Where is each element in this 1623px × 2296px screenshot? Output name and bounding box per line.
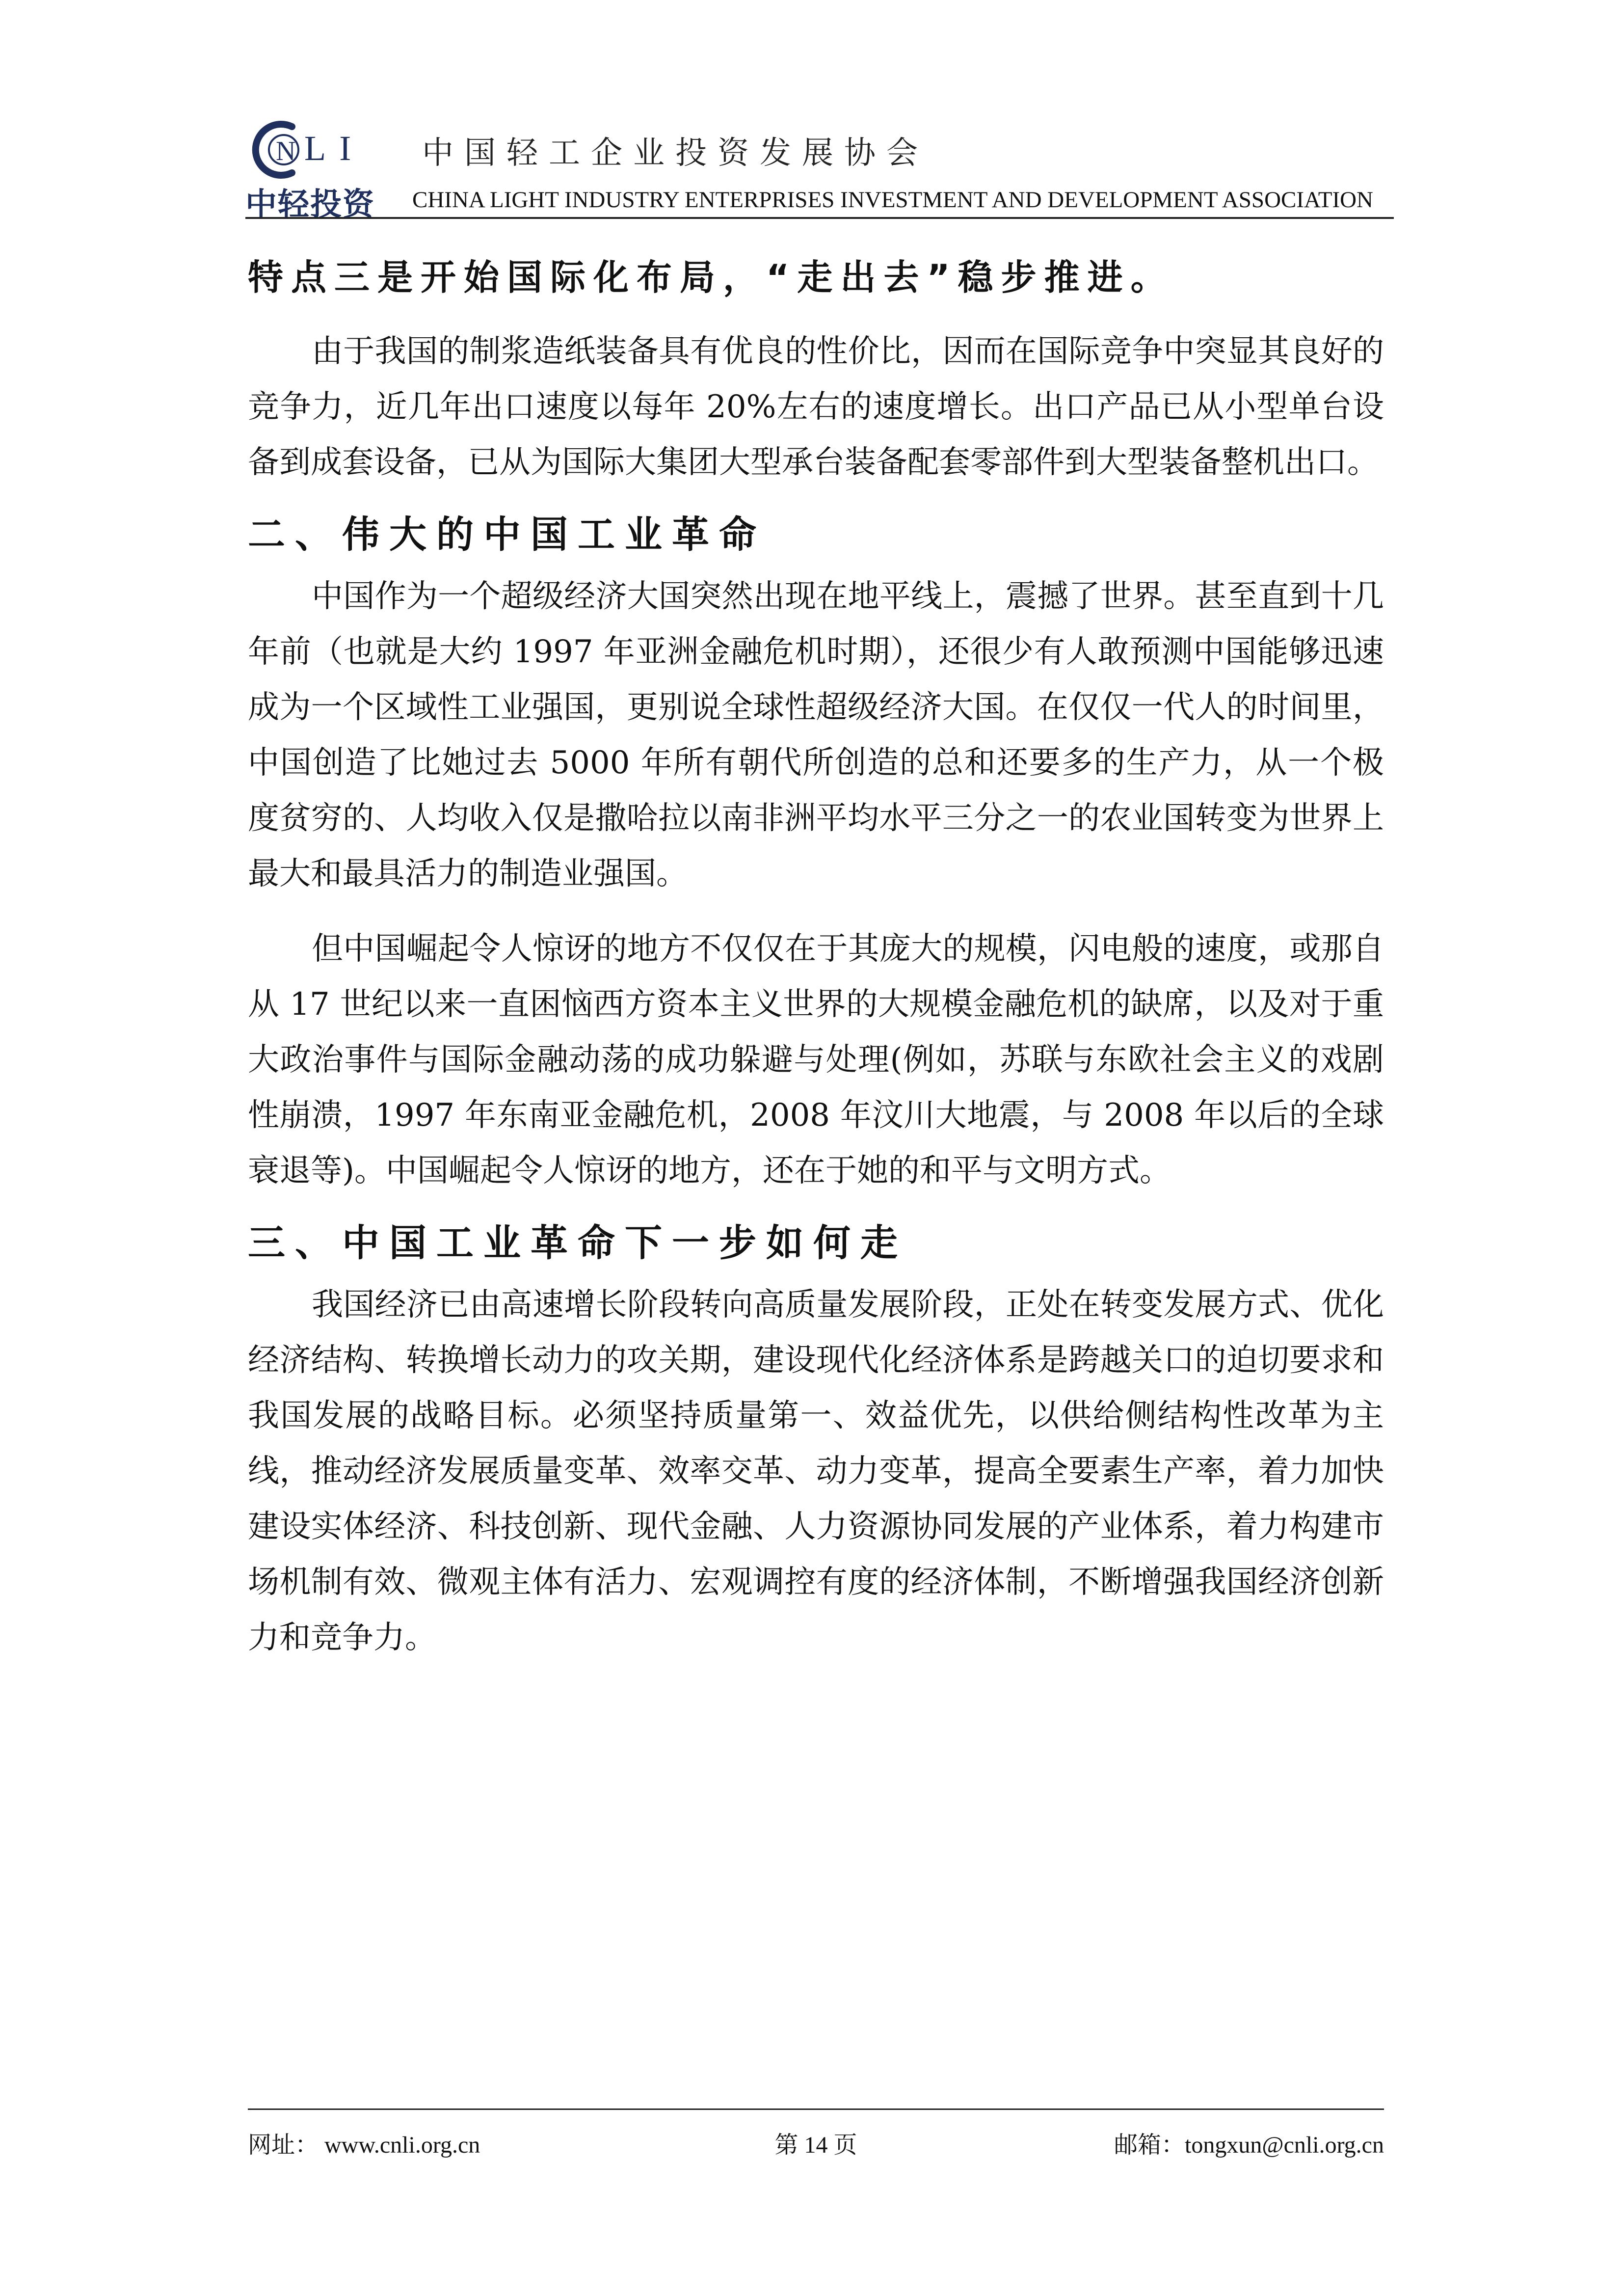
paragraph-export: 由于我国的制浆造纸装备具有优良的性价比，因而在国际竞争中突显其良好的竞争力，近几年出口速度以每年 20%左右的速度增长。出口产品已从小型单台设备到成套设备，已从为国际大集团大型承台装备配套零部件到大型装备整机出口。 xyxy=(248,333,1384,481)
cnli-logo xyxy=(245,118,398,223)
logo-chinese-text: 中轻投资 xyxy=(245,187,375,223)
paragraph-next-step: 我国经济已由高速增长阶段转向高质量发展阶段，正处在转变发展方式、优化经济结构、转换增长动力的攻关期，建设现代化经济体系是跨越关口的迫切要求和我国发展的战略目标。必须坚持质量第一、效益优先，以供给侧结构性改革为主线，推动经济发展质量变革、效率交革、动力变革，提高全要素生产率，着力加快建设实体经济、科技创新、现代金融、人力资源协同发展的产业体系，着力构建市场机制有效、微观主体有活力、宏观调控有度的经济体制，不断增强我国经济创新力和竞争力。 xyxy=(248,1287,1384,1656)
section-three-heading: 三、中国工业革命下一步如何走 xyxy=(248,1221,907,1265)
page-number: 第 14 页 xyxy=(774,2132,857,2158)
svg-text:N: N xyxy=(276,136,296,166)
footer-divider xyxy=(248,2108,1384,2110)
page-footer xyxy=(248,2126,1384,2160)
footer-email: 邮箱：tongxun@cnli.org.cn xyxy=(1114,2132,1384,2158)
svg-text:L I: L I xyxy=(304,129,354,168)
paragraph-rise-surprise: 但中国崛起令人惊讶的地方不仅仅在于其庞大的规模，闪电般的速度，或那自从 17 世纪以来一直困恼西方资本主义世界的大规模金融危机的缺席，以及对于重大政治事件与国际金融动荡的成功躲避与处理(例如，苏联与东欧社会主义的戏剧性崩溃，1997 年东南亚金融危机，2008 年汶川大地震，与 2008 年以后的全球衰退等)。中国崛起令人惊讶的地方，还在于她的和平与文明方式。 xyxy=(248,931,1384,1189)
feature-three-heading: 特点三是开始国际化布局，“走出去”稳步推进。 xyxy=(248,257,1174,298)
footer-website: 网址： www.cnli.org.cn xyxy=(248,2132,480,2158)
org-name-chinese: 中国轻工企业投资发展协会 xyxy=(422,135,929,171)
cnli-logo-mark-icon xyxy=(245,118,398,182)
org-name-english: CHINA LIGHT INDUSTRY ENTERPRISES INVESTMENT AND DEVELOPMENT ASSOCIATION xyxy=(412,187,1373,213)
section-two-heading: 二、伟大的中国工业革命 xyxy=(248,513,766,556)
page-header xyxy=(245,118,1394,223)
document-body xyxy=(248,250,1384,1666)
paragraph-superpower: 中国作为一个超级经济大国突然出现在地平线上，震撼了世界。甚至直到十几年前（也就是大约 1997 年亚洲金融危机时期），还很少有人敢预测中国能够迅速成为一个区域性工业强国，更别说全球性超级经济大国。在仅仅一代人的时间里，中国创造了比她过去 5000 年所有朝代所创造的总和还要多的生产力，从一个极度贫穷的、人均收入仅是撒哈拉以南非洲平均水平三分之一的农业国转变为世界上最大和最具活力的制造业强国。 xyxy=(248,578,1384,892)
header-divider xyxy=(245,217,1394,219)
